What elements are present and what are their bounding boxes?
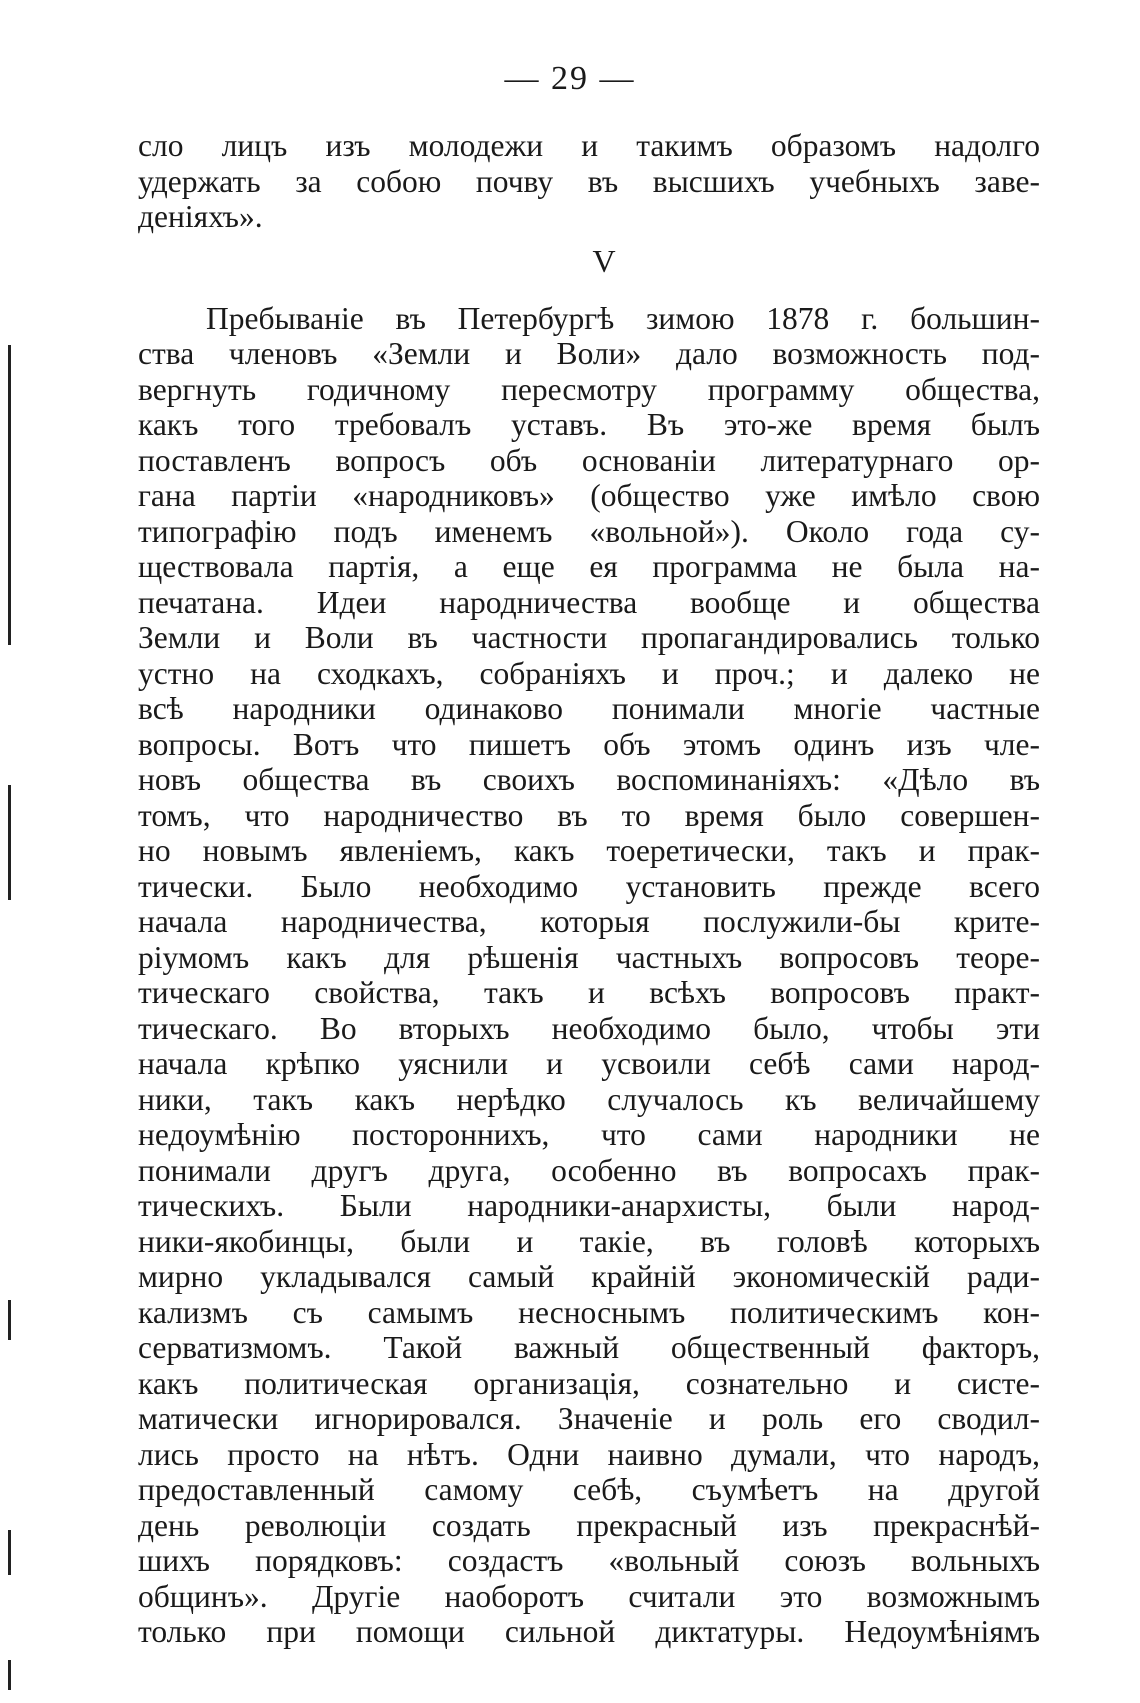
text-line: какъ политическая организація, сознательно и систе-	[138, 1365, 1040, 1401]
page-body	[138, 128, 1040, 1650]
text-line: мирно укладывался самый крайній экономическій ради-	[138, 1259, 1040, 1294]
scan-edge-mark	[8, 785, 11, 900]
text-line: тическихъ. Были народники-анархисты, были народ-	[138, 1188, 1040, 1223]
text-line: вопросы. Вотъ что пишетъ объ этомъ одинъ изъ чле-	[138, 726, 1040, 762]
text-line: какъ того требовалъ уставъ. Въ это-же время былъ	[138, 407, 1040, 442]
text-line: понимали другъ друга, особенно въ вопросахъ прак-	[138, 1152, 1040, 1188]
scan-edge-mark	[8, 1660, 11, 1690]
text-line: шихъ порядковъ: создастъ «вольный союзъ вольныхъ	[138, 1543, 1040, 1578]
text-line: деніяхъ».	[138, 199, 263, 234]
text-line: удержать за собою почву въ высшихъ учебныхъ заве-	[138, 163, 1040, 199]
continuation-paragraph	[138, 128, 1040, 235]
text-line: Земли и Воли въ частности пропагандировались только	[138, 620, 1040, 655]
text-line: недоумѣнію постороннихъ, что сами народники не	[138, 1117, 1040, 1152]
scan-edge-mark	[8, 345, 11, 645]
text-line: серватизмомъ. Такой важный общественный факторъ,	[138, 1330, 1040, 1365]
text-line: начала крѣпко уяснили и усвоили себѣ сами народ-	[138, 1046, 1040, 1081]
text-line: тическаго. Во вторыхъ необходимо было, чтобы эти	[138, 1010, 1040, 1046]
text-line: день революціи создать прекрасный изъ прекраснѣй-	[138, 1507, 1040, 1543]
text-line: томъ, что народничество въ то время было совершен-	[138, 797, 1040, 833]
text-line: типографію подъ именемъ «вольной»). Около года су-	[138, 513, 1040, 549]
text-line: печатана. Идеи народничества вообще и общества	[138, 584, 1040, 620]
text-line: предоставленный самому себѣ, съумѣетъ на другой	[138, 1472, 1040, 1507]
text-line: кализмъ съ самымъ несноснымъ политическимъ кон-	[138, 1294, 1040, 1330]
section-heading: V	[592, 242, 616, 279]
scan-edge-mark	[8, 1300, 11, 1340]
text-line: устно на сходкахъ, собраніяхъ и проч.; и далеко не	[138, 655, 1040, 691]
text-line: ники-якобинцы, были и такіе, въ головѣ которыхъ	[138, 1223, 1040, 1259]
text-line: общинъ». Другіе наоборотъ считали это возможнымъ	[138, 1578, 1040, 1614]
text-line: матически игнорировался. Значеніе и роль его сводил-	[138, 1401, 1040, 1436]
text-line: тически. Было необходимо установить прежде всего	[138, 868, 1040, 904]
text-line: всѣ народники одинаково понимали многіе частные	[138, 691, 1040, 726]
section-paragraph	[138, 301, 1040, 1650]
text-line: сло лицъ изъ молодежи и такимъ образомъ надолго	[138, 128, 1040, 163]
text-line: ники, такъ какъ нерѣдко случалось къ величайшему	[138, 1081, 1040, 1117]
text-line: ществовала партія, а еще ея программа не была на-	[138, 549, 1040, 584]
text-line: но новымъ явленіемъ, какъ тоеретически, такъ и прак-	[138, 833, 1040, 868]
text-line: начала народничества, которыя послужили-бы крите-	[138, 904, 1040, 939]
text-line: только при помощи сильной диктатуры. Недоумѣніямъ	[138, 1614, 1040, 1649]
text-line: тическаго свойства, такъ и всѣхъ вопросовъ практ-	[138, 975, 1040, 1010]
text-line: вергнуть годичному пересмотру программу общества,	[138, 371, 1040, 407]
text-line: лись просто на нѣтъ. Одни наивно думали, что народъ,	[138, 1436, 1040, 1472]
text-line: ріумомъ какъ для рѣшенія частныхъ вопросовъ теоре-	[138, 939, 1040, 975]
page-number: — 29 —	[504, 60, 636, 97]
text-line: ства членовъ «Земли и Воли» дало возможность под-	[138, 336, 1040, 371]
text-line: новъ общества въ своихъ воспоминаніяхъ: «Дѣло въ	[138, 762, 1040, 797]
text-line: поставленъ вопросъ объ основаніи литературнаго ор-	[138, 442, 1040, 478]
scan-edge-mark	[8, 1530, 11, 1575]
text-line: гана партіи «народниковъ» (общество уже имѣло свою	[138, 478, 1040, 513]
text-line: Пребываніе въ Петербургѣ зимою 1878 г. большин-	[206, 300, 1040, 336]
